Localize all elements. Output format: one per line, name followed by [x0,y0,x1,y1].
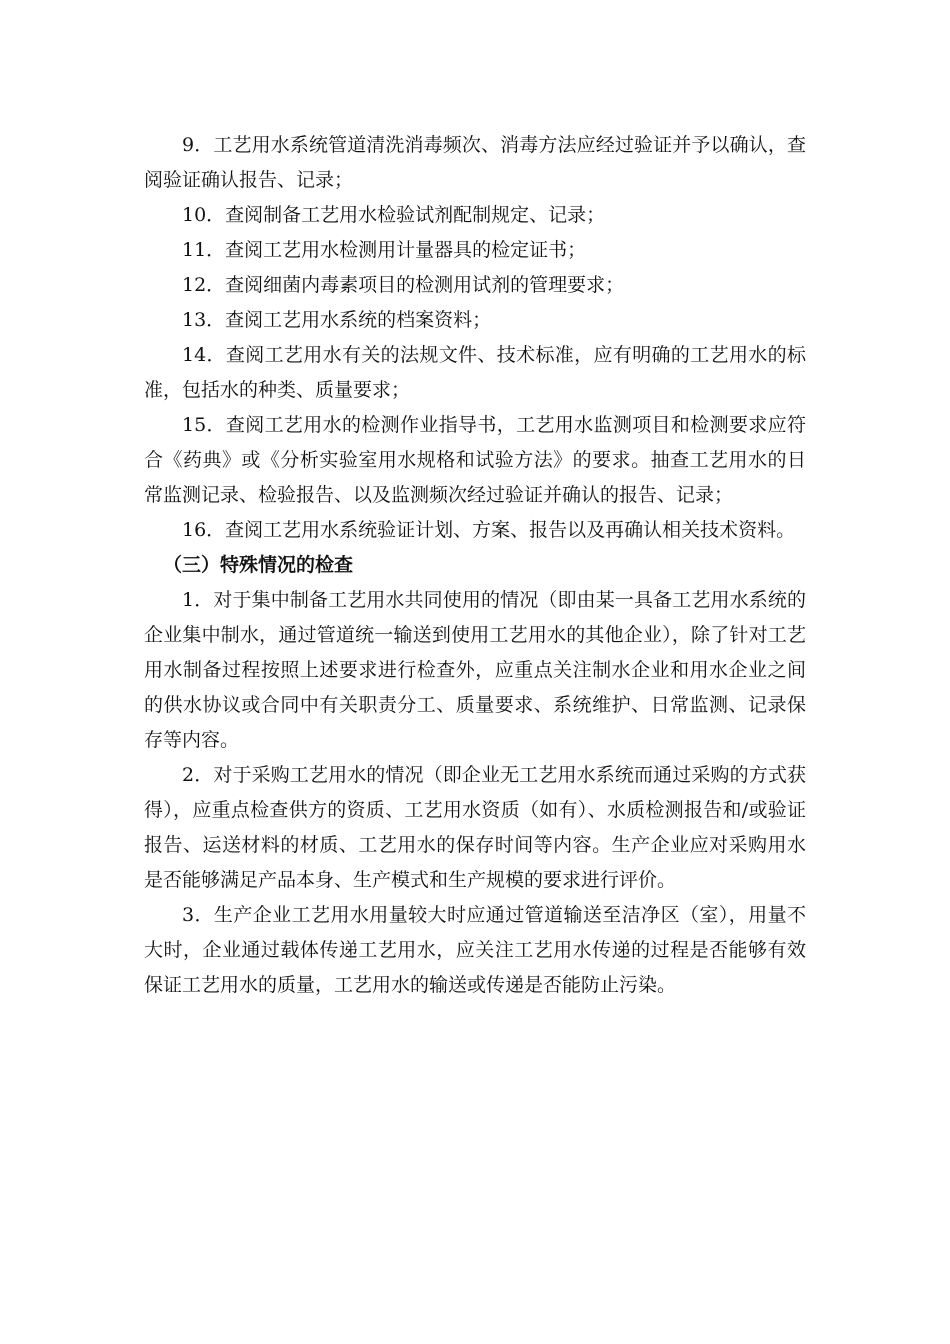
paragraph-item-15: 15．查阅工艺用水的检测作业指导书，工艺用水监测项目和检测要求应符合《药典》或《分析实验室用水规格和试验方法》的要求。抽查工艺用水的日常监测记录、检验报告、以及监测频次经过验证并确认的报告、记录； [144,414,806,506]
paragraph-item-12: 12．查阅细菌内毒素项目的检测用试剂的管理要求； [182,274,625,296]
paragraph-item-9: 9．工艺用水系统管道清洗消毒频次、消毒方法应经过验证并予以确认，查阅验证确认报告、记录； [144,134,806,191]
document-body [144,128,806,1003]
section-paragraph-2: 2．对于采购工艺用水的情况（即企业无工艺用水系统而通过采购的方式获得），应重点检查供方的资质、工艺用水资质（如有）、水质检测报告和/或验证报告、运送材料的材质、工艺用水的保存时间等内容。生产企业应对采购用水是否能够满足产品本身、生产模式和生产规模的要求进行评价。 [144,764,806,891]
paragraph-item-11: 11．查阅工艺用水检测用计量器具的检定证书； [182,239,587,261]
paragraph-item-14: 14．查阅工艺用水有关的法规文件、技术标准，应有明确的工艺用水的标准，包括水的种类、质量要求； [144,344,806,401]
paragraph-item-10: 10．查阅制备工艺用水检验试剂配制规定、记录； [182,204,606,226]
section-paragraph-3: 3．生产企业工艺用水用量较大时应通过管道输送至洁净区（室），用量不大时，企业通过载体传递工艺用水，应关注工艺用水传递的过程是否能够有效保证工艺用水的质量，工艺用水的输送或传递是否能防止污染。 [144,904,806,996]
paragraph-item-13: 13．查阅工艺用水系统的档案资料； [182,309,492,331]
paragraph-item-16: 16．查阅工艺用水系统验证计划、方案、报告以及再确认相关技术资料。 [182,519,796,541]
section-heading: （三）特殊情况的检查 [163,554,354,576]
section-paragraph-1: 1．对于集中制备工艺用水共同使用的情况（即由某一具备工艺用水系统的企业集中制水，通过管道统一输送到使用工艺用水的其他企业），除了针对工艺用水制备过程按照上述要求进行检查外，应重点关注制水企业和用水企业之间的供水协议或合同中有关职责分工、质量要求、系统维护、日常监测、记录保存等内容。 [144,589,806,751]
